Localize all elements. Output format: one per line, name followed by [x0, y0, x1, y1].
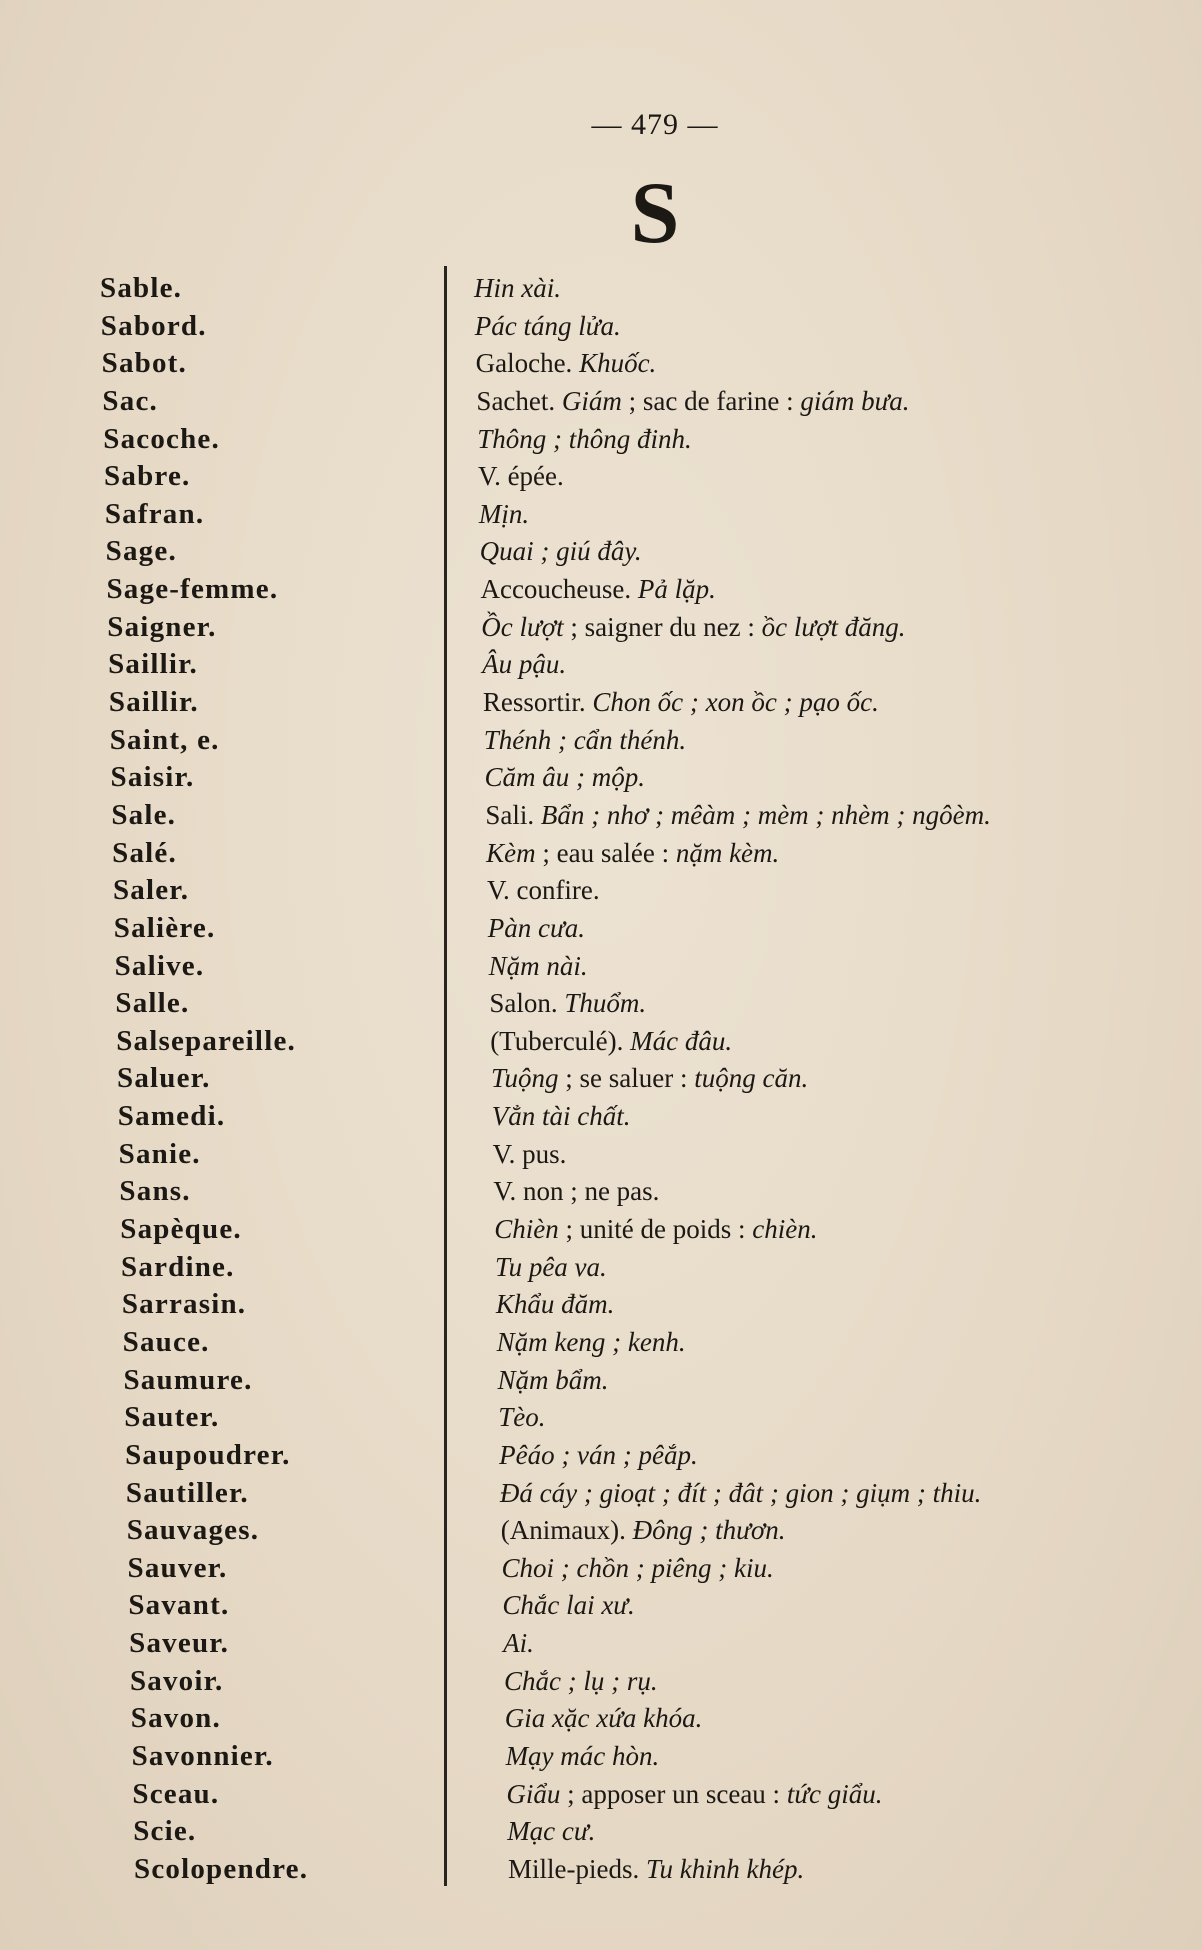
entry-headword: Saumure.: [123, 1363, 253, 1396]
entry-headword: Saigner.: [107, 610, 217, 643]
lao-term: Chắc ; lụ ; rụ.: [503, 1665, 658, 1696]
entry-headword: Salive.: [114, 949, 205, 982]
entry-definition: [476, 345, 657, 383]
lao-term: Hin xài.: [474, 273, 561, 303]
entry-definition: [502, 1550, 774, 1588]
french-text: V. confire.: [486, 875, 600, 906]
entry-definition: [495, 1249, 607, 1287]
lao-term: Choi ; chồn ; piêng ; kiu.: [501, 1552, 774, 1583]
lao-term: Khẩu đăm.: [495, 1289, 615, 1320]
lao-term: Căm âu ; mộp.: [484, 762, 646, 793]
dictionary-entry: [0, 1738, 1202, 1776]
entry-definition: [501, 1512, 786, 1550]
dictionary-entry: [0, 1512, 1202, 1550]
entry-definition: [507, 1813, 595, 1851]
dictionary-entry: [0, 1324, 1202, 1362]
entry-definition: [498, 1399, 545, 1437]
lao-term: Pàn cưa.: [487, 912, 585, 943]
dictionary-entry: [0, 533, 1202, 571]
entry-definition: [492, 1098, 631, 1136]
french-text: Accoucheuse.: [480, 574, 638, 605]
lao-term: Khuốc.: [579, 348, 657, 379]
lao-term: Bẩn ; nhơ ; mêàm ; mèm ; nhèm ; ngôèm.: [540, 799, 991, 830]
lao-term: Quai ; giú đây.: [479, 536, 642, 567]
entry-definition: [489, 985, 646, 1023]
french-text: Sachet.: [476, 385, 562, 416]
dictionary-entry: [0, 1700, 1202, 1738]
dictionary-entry: [0, 1663, 1202, 1701]
lao-term: Đá cáy ; gioạt ; đít ; đât ; gion ; giụm ; thiu.: [499, 1477, 982, 1508]
entry-headword: Sage.: [105, 535, 177, 568]
dictionary-entry: [0, 684, 1202, 722]
dictionary-entry: [0, 948, 1202, 986]
entry-definition: [480, 571, 715, 609]
lao-term: Mác đâu.: [630, 1025, 733, 1056]
entry-definition: [486, 835, 779, 873]
entry-headword: Sauver.: [127, 1551, 228, 1584]
lao-term: Giẩu: [506, 1778, 561, 1809]
entry-headword: Sabre.: [104, 460, 191, 493]
french-text: V. épée.: [478, 461, 564, 492]
entry-headword: Savant.: [128, 1589, 230, 1622]
lao-term: Vẳn tài chất.: [491, 1101, 631, 1132]
lao-term: Mạc cư.: [507, 1816, 596, 1847]
entry-headword: Saint, e.: [109, 723, 220, 756]
lao-term: Chắc lai xư.: [502, 1590, 635, 1621]
dictionary-entry: [0, 1399, 1202, 1437]
dictionary-entry: [0, 421, 1202, 459]
french-text: ; se saluer :: [558, 1063, 695, 1094]
entry-headword: Sable.: [100, 272, 183, 304]
entry-definition: [500, 1475, 981, 1513]
entry-headword: Salé.: [112, 836, 177, 869]
french-text: ; sac de farine :: [621, 385, 801, 416]
dictionary-entry: [0, 1098, 1202, 1136]
entry-headword: Sabot.: [101, 347, 187, 380]
lao-term: Âu pậu.: [482, 649, 567, 680]
dictionary-entry: [0, 1587, 1202, 1625]
entry-definition: [499, 1437, 698, 1475]
lao-term: Ồc lượt: [481, 611, 564, 642]
entry-definition: [478, 458, 564, 496]
lao-term: Chon ốc ; xon ồc ; pạo ốc.: [592, 687, 879, 718]
french-text: V. pus.: [492, 1138, 567, 1169]
lao-term: tức giẩu.: [786, 1778, 883, 1809]
dictionary-entry: [0, 759, 1202, 797]
dictionary-entry: [0, 722, 1202, 760]
entry-headword: Sautiller.: [125, 1476, 249, 1509]
entry-headword: Sanie.: [118, 1137, 201, 1170]
entry-definition: [505, 1700, 703, 1738]
lao-term: Tèo.: [498, 1402, 546, 1433]
lao-term: chièn.: [752, 1214, 818, 1245]
entry-definition: [488, 910, 585, 948]
entry-headword: Sabord.: [100, 309, 207, 342]
entry-headword: Sage-femme.: [106, 573, 279, 606]
lao-term: Nặm bẩm.: [497, 1364, 609, 1395]
lao-term: Pác táng lửa.: [474, 310, 621, 341]
dictionary-entry: [0, 1136, 1202, 1174]
entry-headword: Saillir.: [108, 648, 199, 681]
dictionary-entry: [0, 1362, 1202, 1400]
entry-headword: Sapèque.: [120, 1213, 242, 1246]
dictionary-entry: [0, 646, 1202, 684]
entry-headword: Sauvages.: [126, 1514, 260, 1547]
lao-term: Gia xặc xứa khóa.: [504, 1703, 703, 1734]
dictionary-entry: [0, 1173, 1202, 1211]
entry-definition: [496, 1286, 615, 1324]
french-text: ; eau salée :: [535, 837, 676, 868]
french-text: V. non ; ne pas.: [493, 1176, 660, 1207]
dictionary-entry: [0, 308, 1202, 346]
lao-term: Nặm nài.: [488, 950, 588, 981]
entry-definition: [494, 1211, 817, 1249]
entry-definition: [506, 1776, 882, 1814]
lao-term: Ai.: [503, 1628, 534, 1659]
dictionary-entry: [0, 1851, 1202, 1889]
entry-headword: Sauce.: [122, 1325, 210, 1358]
dictionary-entry: [0, 1286, 1202, 1324]
dictionary-entry: [0, 1023, 1202, 1061]
french-text: ; saigner du nez :: [563, 611, 762, 642]
dictionary-entry: [0, 345, 1202, 383]
french-text: ; apposer un sceau :: [560, 1778, 787, 1809]
entry-definition: [490, 1023, 732, 1061]
entry-list: [0, 270, 1202, 1889]
entry-headword: Scolopendre.: [134, 1852, 309, 1885]
entry-definition: [476, 383, 909, 421]
entry-definition: [493, 1136, 567, 1174]
entry-definition: [497, 1362, 608, 1400]
entry-headword: Sceau.: [132, 1777, 220, 1810]
lao-term: Giám: [561, 385, 622, 416]
entry-definition: [481, 609, 905, 647]
lao-term: ồc lượt đăng.: [761, 611, 906, 642]
dictionary-entry: [0, 496, 1202, 534]
lao-term: Đông ; thươn.: [632, 1515, 786, 1546]
lao-term: Chièn: [494, 1214, 559, 1245]
entry-headword: Savonnier.: [131, 1739, 274, 1772]
entry-headword: Saluer.: [117, 1062, 211, 1095]
entry-headword: Saveur.: [129, 1627, 230, 1660]
entry-headword: Saler.: [112, 874, 190, 907]
dictionary-entry: [0, 1249, 1202, 1287]
entry-headword: Savoir.: [129, 1664, 224, 1697]
lao-term: Mạy mác hòn.: [505, 1740, 660, 1771]
entry-definition: [503, 1625, 534, 1663]
lao-term: giám bưa.: [800, 385, 910, 416]
dictionary-entry: [0, 797, 1202, 835]
lao-term: Kèm: [486, 837, 536, 868]
french-text: Mille-pieds.: [508, 1853, 646, 1884]
french-text: (Animaux).: [500, 1515, 633, 1546]
dictionary-entry: [0, 1437, 1202, 1475]
entry-headword: Sac.: [102, 384, 158, 417]
entry-headword: Saupoudrer.: [125, 1438, 291, 1471]
dictionary-entry: [0, 1211, 1202, 1249]
lao-term: Mịn.: [478, 498, 530, 529]
entry-headword: Saillir.: [108, 686, 199, 719]
entry-headword: Sans.: [119, 1175, 191, 1208]
dictionary-entry: [0, 1776, 1202, 1814]
lao-term: Tu pêa va.: [495, 1251, 607, 1282]
dictionary-entry: [0, 1625, 1202, 1663]
lao-term: Pêáo ; ván ; pêắp.: [499, 1439, 698, 1470]
dictionary-entry: [0, 985, 1202, 1023]
lao-term: tuộng căn.: [694, 1063, 809, 1094]
entry-headword: Salsepareille.: [116, 1024, 296, 1057]
dictionary-entry: [0, 609, 1202, 647]
dictionary-entry: [0, 458, 1202, 496]
french-text: Salon.: [489, 988, 565, 1019]
entry-headword: Salle.: [115, 987, 190, 1020]
dictionary-entry: [0, 910, 1202, 948]
entry-definition: [483, 684, 879, 722]
lao-term: Thénh ; cẩn thénh.: [483, 724, 687, 755]
entry-definition: [479, 496, 529, 534]
lao-term: Thuổm.: [564, 988, 647, 1019]
entry-headword: Sauter.: [124, 1401, 220, 1434]
entry-definition: [502, 1587, 634, 1625]
lao-term: Nặm keng ; kenh.: [496, 1326, 686, 1357]
entry-definition: [497, 1324, 686, 1362]
lao-term: nặm kèm.: [675, 837, 780, 868]
entry-headword: Sacoche.: [103, 422, 220, 455]
entry-definition: [489, 948, 588, 986]
dictionary-entry: [0, 270, 1202, 308]
entry-headword: Scie.: [133, 1815, 197, 1848]
entry-headword: Sale.: [111, 798, 177, 831]
entry-definition: [484, 722, 686, 760]
entry-definition: [477, 421, 692, 459]
entry-definition: [475, 308, 621, 346]
page-number: — 479 —: [591, 108, 719, 141]
french-text: Galoche.: [475, 348, 580, 379]
dictionary-entry: [0, 872, 1202, 910]
entry-headword: Salière.: [113, 911, 216, 944]
dictionary-entry: [0, 1060, 1202, 1098]
entry-definition: [504, 1663, 658, 1701]
dictionary-entry: [0, 383, 1202, 421]
entry-headword: Saisir.: [110, 761, 195, 794]
dictionary-entry: [0, 571, 1202, 609]
dictionary-entry: [0, 835, 1202, 873]
entry-definition: [508, 1851, 804, 1889]
dictionary-entry: [0, 1813, 1202, 1851]
french-text: (Tuberculé).: [490, 1025, 631, 1056]
entry-definition: [480, 533, 642, 571]
entry-headword: Safran.: [104, 497, 205, 530]
dictionary-entry: [0, 1475, 1202, 1513]
entry-definition: [487, 872, 600, 910]
entry-headword: Samedi.: [117, 1100, 226, 1133]
lao-term: Tu khinh khép.: [645, 1853, 805, 1884]
dictionary-entry: [0, 1550, 1202, 1588]
entry-definition: [485, 759, 646, 797]
lao-term: Thông ; thông đinh.: [477, 423, 692, 454]
entry-definition: [506, 1738, 660, 1776]
entry-definition: [485, 797, 991, 835]
entry-definition: [493, 1173, 659, 1211]
french-text: Sali.: [485, 799, 541, 830]
french-text: ; unité de poids :: [558, 1214, 753, 1245]
entry-definition: [482, 646, 566, 684]
entry-headword: Savon.: [130, 1702, 221, 1735]
section-letter: S: [630, 165, 680, 262]
entry-headword: Sardine.: [121, 1250, 235, 1283]
lao-term: Tuộng: [491, 1063, 559, 1094]
entry-definition: [491, 1060, 808, 1098]
french-text: Ressortir.: [482, 687, 593, 718]
entry-definition: [474, 270, 561, 308]
lao-term: Pả lặp.: [637, 574, 716, 605]
entry-headword: Sarrasin.: [121, 1288, 247, 1321]
